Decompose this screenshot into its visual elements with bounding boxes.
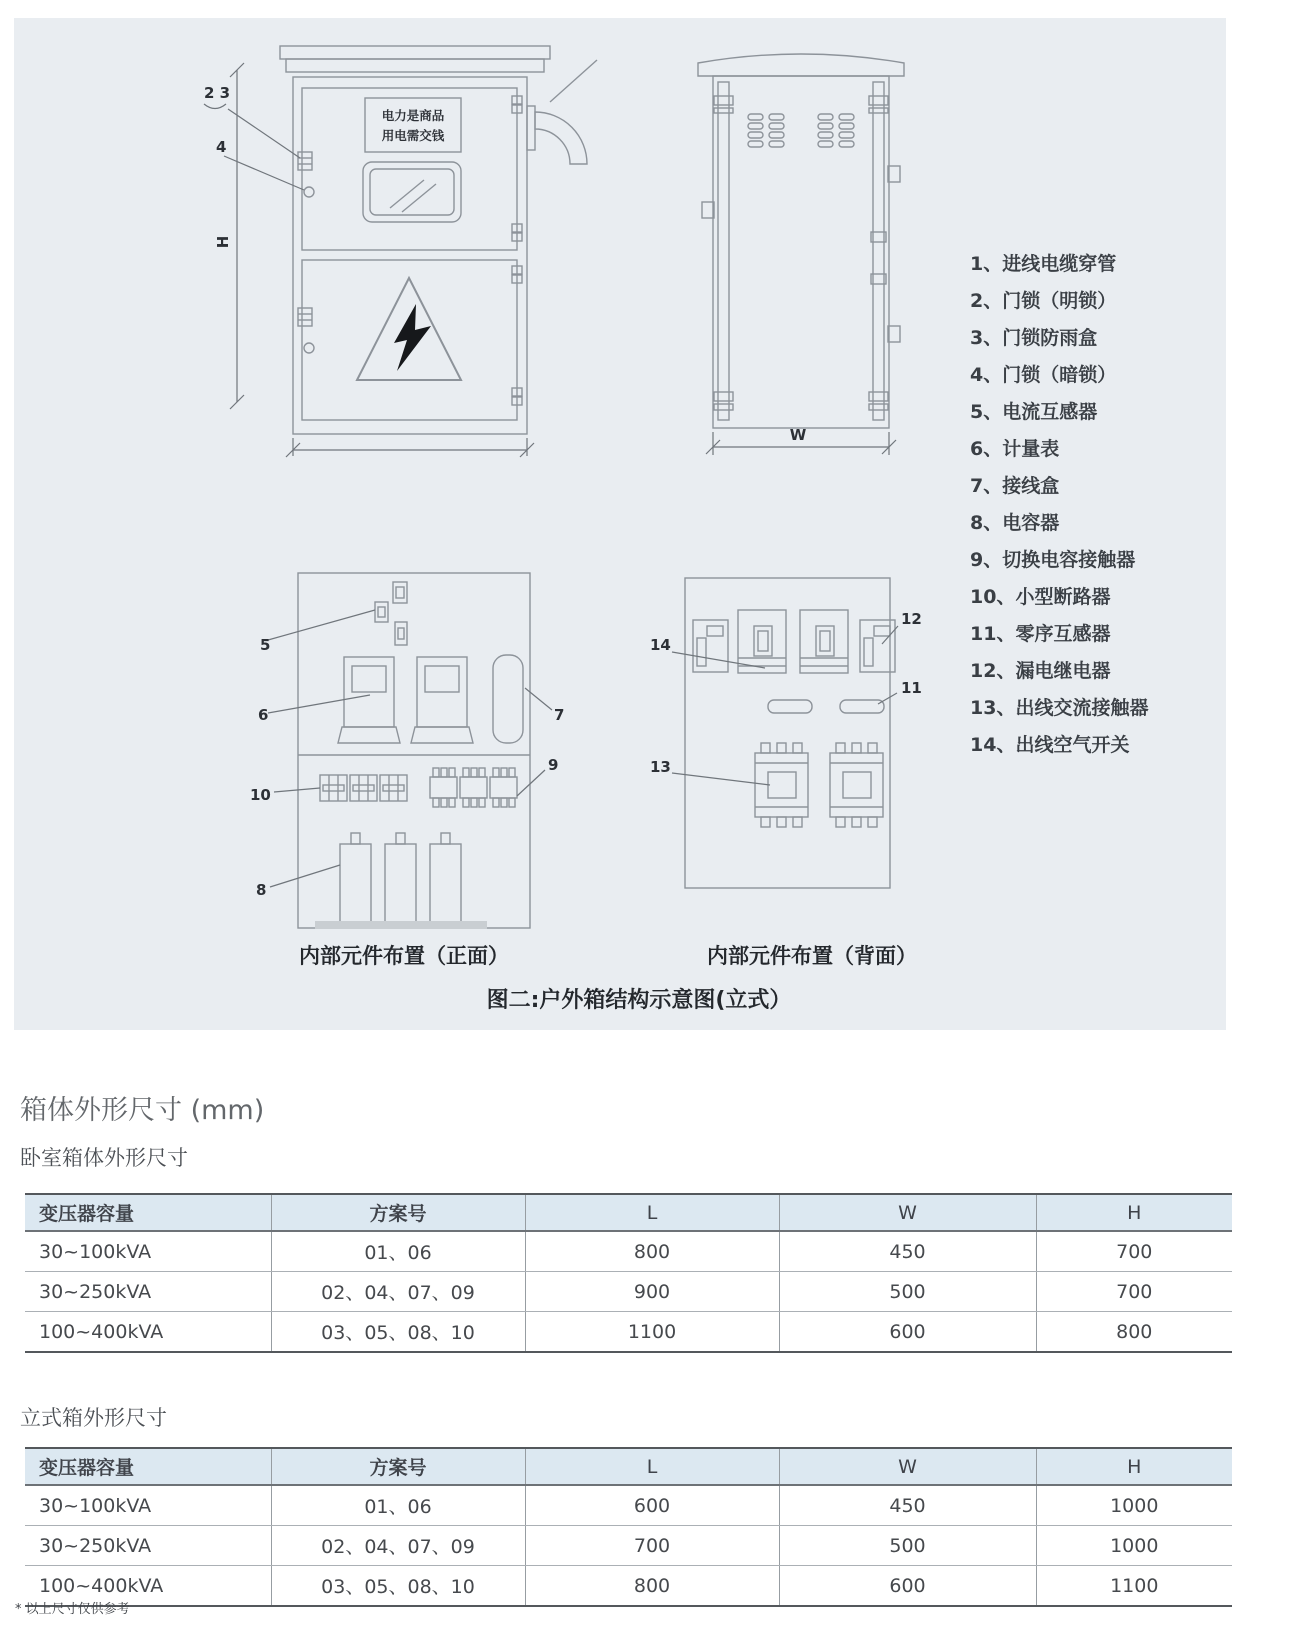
roof-band <box>286 59 544 72</box>
legend-item: 13、出线交流接触器 <box>970 697 1149 719</box>
table-cell: 700 <box>1036 1272 1232 1312</box>
table-header-cell: W <box>779 1194 1036 1231</box>
internal-layout-rear-diagram <box>620 560 950 915</box>
table-row <box>25 1312 1232 1353</box>
dim-label-w: W <box>789 426 807 444</box>
legend-list <box>970 246 1148 764</box>
callout-label-9: 9 <box>548 756 559 774</box>
table-row <box>25 1485 1232 1526</box>
legend-item: 4、门锁（暗锁） <box>970 364 1117 386</box>
layout-front-leaders <box>268 610 552 887</box>
table-cell: 1000 <box>1036 1485 1232 1526</box>
diagram-panel <box>14 18 1226 1030</box>
callout-label-4: 4 <box>216 138 227 156</box>
legend-item: 5、电流互感器 <box>970 401 1098 423</box>
layout-front-box <box>298 573 530 928</box>
conduit-plate <box>527 106 535 150</box>
table2-subtitle: 立式箱外形尺寸 <box>20 1406 167 1430</box>
legend-item: 12、漏电继电器 <box>970 660 1111 682</box>
table-cell: 600 <box>525 1485 779 1526</box>
table-header-cell: L <box>525 1448 779 1485</box>
internal-layout-front-diagram <box>240 560 570 945</box>
outgoing-contactors <box>755 743 883 827</box>
table-cell: 30~250kVA <box>25 1526 271 1566</box>
cabinet-rear <box>698 54 904 428</box>
table-cell: 1100 <box>1036 1566 1232 1607</box>
dim-label-h: H <box>214 235 232 249</box>
callout-label-14: 14 <box>650 636 671 654</box>
conduit-leader <box>550 60 597 102</box>
table-cell: 01、06 <box>271 1485 525 1526</box>
table-cell: 800 <box>1036 1312 1232 1353</box>
table-cell: 30~100kVA <box>25 1231 271 1272</box>
table-header-cell: W <box>779 1448 1036 1485</box>
footnote: * 以上尺寸仅供参考 <box>15 1602 130 1617</box>
table-cell: 03、05、08、10 <box>271 1312 525 1353</box>
table-cell: 500 <box>779 1272 1036 1312</box>
roof <box>280 46 550 59</box>
table-header-row <box>25 1448 1232 1485</box>
label-plate <box>365 98 461 152</box>
door-lock-rainbox <box>298 152 312 170</box>
mini-breakers <box>320 775 407 801</box>
table-row <box>25 1526 1232 1566</box>
rear-view-diagram <box>686 42 916 482</box>
table-cell: 100~400kVA <box>25 1312 271 1353</box>
table-header-cell: H <box>1036 1448 1232 1485</box>
capacitor-contactors <box>430 768 517 807</box>
table-cell: 900 <box>525 1272 779 1312</box>
callout-label-11: 11 <box>901 679 922 697</box>
callout-label-7: 7 <box>554 706 565 724</box>
plate-text-line1: 电力是商品 <box>381 108 445 123</box>
current-transformers <box>375 582 407 645</box>
table-cell: 01、06 <box>271 1231 525 1272</box>
table-cell: 600 <box>779 1312 1036 1353</box>
table-cell: 450 <box>779 1231 1036 1272</box>
hidden-lock <box>304 187 314 197</box>
legend-item: 6、计量表 <box>970 438 1060 460</box>
front-layout-caption: 内部元件布置（正面） <box>299 944 509 968</box>
table-header-cell: 变压器容量 <box>25 1194 271 1231</box>
legend-item: 7、接线盒 <box>970 475 1060 497</box>
capacitor-base <box>315 921 487 929</box>
rear-body <box>713 76 889 428</box>
lightning-bolt-icon <box>394 304 431 371</box>
callout-label-12: 12 <box>901 610 922 628</box>
table-cell: 600 <box>779 1566 1036 1607</box>
table-header-row <box>25 1194 1232 1231</box>
lower-hidden-lock <box>304 343 314 353</box>
rear-hinges <box>714 96 888 410</box>
air-switches <box>738 610 848 673</box>
legend-item: 2、门锁（明锁） <box>970 290 1117 312</box>
legend-item: 14、出线空气开关 <box>970 734 1130 756</box>
layout-rear-box <box>685 578 890 888</box>
junction-box <box>493 655 523 743</box>
table-row <box>25 1231 1232 1272</box>
lower-lock-rainbox <box>298 308 312 326</box>
table-cell: 1000 <box>1036 1526 1232 1566</box>
table-cell: 30~250kVA <box>25 1272 271 1312</box>
dimensions-title: 箱体外形尺寸 (mm) <box>20 1095 265 1126</box>
table-row <box>25 1566 1232 1607</box>
cable-conduit <box>535 112 587 164</box>
energy-meters <box>338 657 473 743</box>
callout-label-13: 13 <box>650 758 671 776</box>
table-header-cell: L <box>525 1194 779 1231</box>
table-cell: 450 <box>779 1485 1036 1526</box>
legend-item: 9、切换电容接触器 <box>970 549 1136 571</box>
table-header-cell: 变压器容量 <box>25 1448 271 1485</box>
table-cell: 500 <box>779 1526 1036 1566</box>
legend-item: 11、零序互感器 <box>970 623 1111 645</box>
callout-label-8: 8 <box>256 881 267 899</box>
meter-window <box>363 162 461 222</box>
table-cell: 02、04、07、09 <box>271 1526 525 1566</box>
table-cell: 700 <box>1036 1231 1232 1272</box>
table-header-cell: 方案号 <box>271 1448 525 1485</box>
legend-item: 1、进线电缆穿管 <box>970 253 1117 275</box>
capacitors <box>340 833 461 922</box>
table-cell: 700 <box>525 1526 779 1566</box>
legend-item: 10、小型断路器 <box>970 586 1111 608</box>
vertical-box-dimensions-table <box>25 1447 1232 1607</box>
callout-label-2-3: 2 3 <box>204 84 231 102</box>
table-cell: 03、05、08、10 <box>271 1566 525 1607</box>
side-latches <box>702 166 900 342</box>
horizontal-box-dimensions-table <box>25 1193 1232 1353</box>
figure-caption: 图二:户外箱结构示意图(立式） <box>486 988 792 1013</box>
legend-item: 3、门锁防雨盒 <box>970 327 1098 349</box>
zero-sequence-cts <box>768 700 884 713</box>
table-cell: 1100 <box>525 1312 779 1353</box>
front-view-diagram <box>190 40 600 480</box>
table-cell: 800 <box>525 1566 779 1607</box>
table-row <box>25 1272 1232 1312</box>
table-cell: 02、04、07、09 <box>271 1272 525 1312</box>
table-header-cell: 方案号 <box>271 1194 525 1231</box>
rear-layout-caption: 内部元件布置（背面） <box>707 944 917 968</box>
leakage-relays <box>693 620 895 672</box>
table-cell: 100~400kVA <box>25 1566 271 1607</box>
table1-subtitle: 卧室箱体外形尺寸 <box>20 1146 188 1170</box>
vent-louvers <box>748 114 854 147</box>
table-cell: 800 <box>525 1231 779 1272</box>
table-header-cell: H <box>1036 1194 1232 1231</box>
rear-roof <box>698 54 904 76</box>
legend-item: 8、电容器 <box>970 512 1060 534</box>
callout-label-5: 5 <box>260 636 271 654</box>
table-cell: 30~100kVA <box>25 1485 271 1526</box>
plate-text-line2: 用电需交钱 <box>381 128 445 143</box>
callout-label-6: 6 <box>258 706 269 724</box>
callout-label-10: 10 <box>250 786 271 804</box>
cabinet-front <box>280 46 597 434</box>
